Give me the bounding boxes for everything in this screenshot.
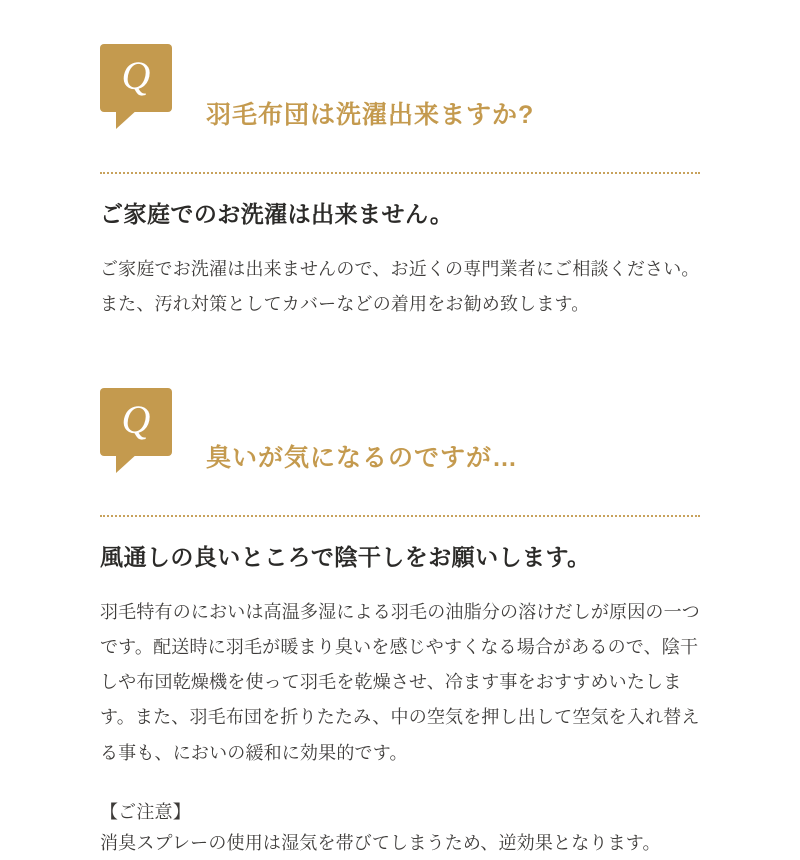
- faq-item-1: [100, 0, 700, 322]
- question-header-2: [100, 388, 700, 496]
- divider-1: [100, 172, 700, 174]
- question-badge-letter: Q: [121, 396, 151, 442]
- answer-body-1: ご家庭でお洗濯は出来ませんので、お近くの専門業者にご相談ください。また、汚れ対策としてカバーなどの着用をお勧め致します。: [100, 258, 700, 314]
- divider-2: [100, 515, 700, 517]
- question-header-1: [100, 44, 700, 152]
- question-badge-icon: [100, 44, 172, 112]
- question-title-1: 羽毛布団は洗濯出来ますか?: [206, 100, 535, 129]
- caution-text: 消臭スプレーの使用は湿気を帯びてしまうため、逆効果となります。: [100, 833, 661, 854]
- question-badge-icon: [100, 388, 172, 456]
- question-title-2: 臭いが気になるのですが…: [206, 444, 519, 473]
- answer-title-2: 風通しの良いところで陰干しをお願いします。: [100, 544, 591, 571]
- answer-title-1: ご家庭でのお洗濯は出来ません。: [100, 200, 454, 227]
- caution-label: 【ご注意】: [100, 801, 191, 822]
- answer-body-2: 羽毛特有のにおいは高温多湿による羽毛の油脂分の溶けだしが原因の一つです。配送時に羽毛が暖まり臭いを感じやすくなる場合があるので、陰干しや布団乾燥機を使って羽毛を乾燥させ、冷ます事をおすすめいたします。また、羽毛布団を折りたたみ、中の空気を押し出して空気を入れ替える事も、においの緩和に効果的です。: [100, 602, 700, 763]
- caution-note: [100, 797, 700, 860]
- question-badge-letter: Q: [121, 53, 151, 98]
- faq-item-2: [100, 340, 700, 860]
